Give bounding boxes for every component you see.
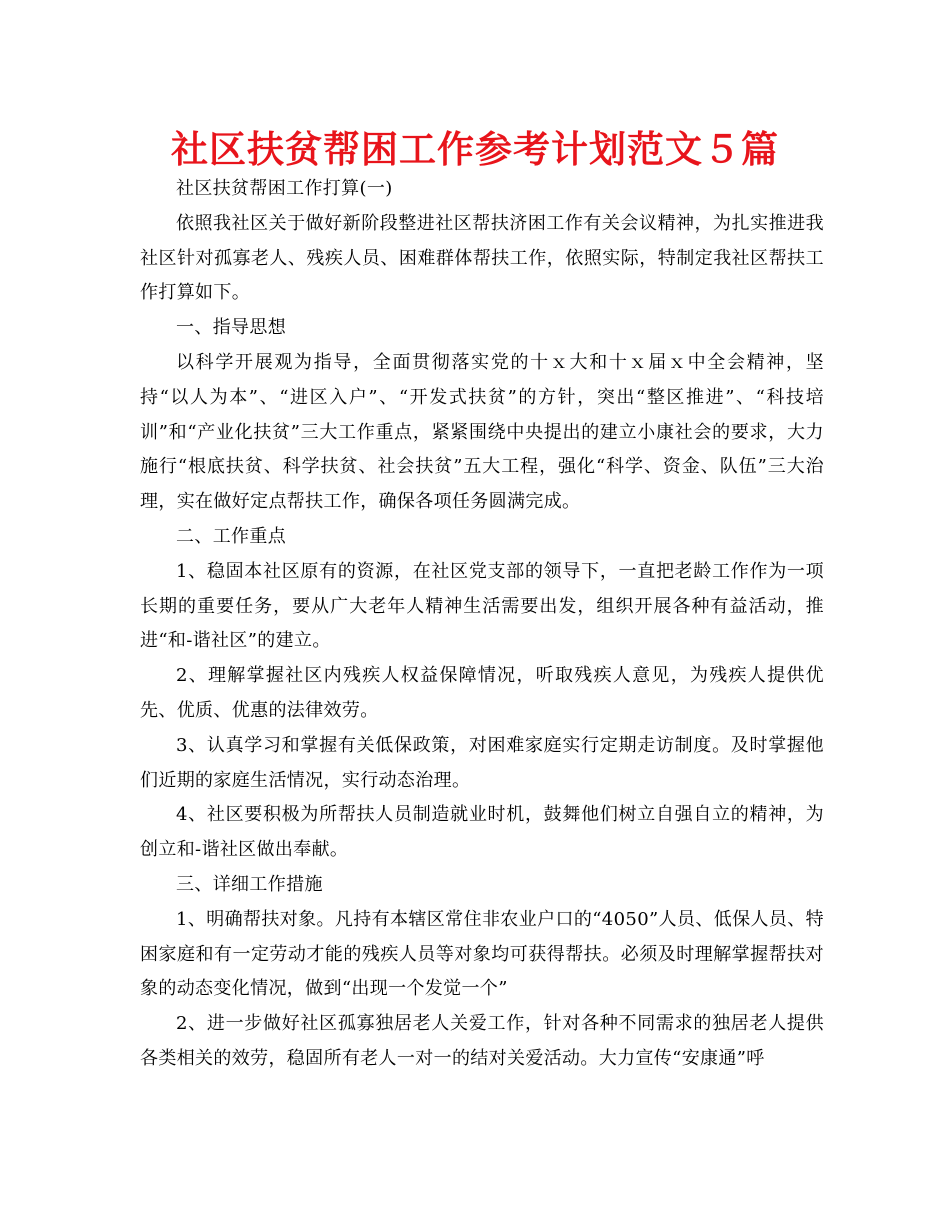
work-focus-item-2: 2、理解掌握社区内残疾人权益保障情况，听取残疾人意见，为残疾人提供优先、优质、优惠的法律效劳。: [140, 665, 824, 721]
document-title: 社区扶贫帮困工作参考计划范文５篇: [171, 128, 779, 171]
intro-paragraph: 依照我社区关于做好新阶段整进社区帮扶济困工作有关会议精神，为扎实推进我社区针对孤寡老人、残疾人员、困难群体帮扶工作，依照实际，特制定我社区帮扶工作打算如下。: [140, 212, 824, 304]
section-subtitle: 社区扶贫帮困工作打算(一): [176, 178, 393, 199]
guiding-thought-paragraph: 以科学开展观为指导，全面贯彻落实党的十ｘ大和十ｘ届ｘ中全会精神，坚持“以人为本”、“进区入户”、“开发式扶贫”的方针，突出“整区推进”、“科技培训”和“产业化扶贫”三大工作重点，紧紧围绕中央提出的建立小康社会的要求，大力施行“根底扶贫、科学扶贫、社会扶贫”五大工程，强化“科学、资金、队伍”三大治理，实在做好定点帮扶工作，确保各项任务圆满完成。: [140, 351, 824, 513]
work-focus-item-3: 3、认真学习和掌握有关低保政策，对困难家庭实行定期走访制度。及时掌握他们近期的家庭生活情况，实行动态治理。: [140, 734, 824, 791]
document-body: [140, 172, 824, 1077]
work-focus-item-4: 4、社区要积极为所帮扶人员制造就业时机，鼓舞他们树立自强自立的精神，为创立和-谐社区做出奉献。: [140, 804, 824, 861]
measures-item-2: 2、进一步做好社区孤寡独居老人关爱工作，针对各种不同需求的独居老人提供各类相关的效劳，稳固所有老人一对一的结对关爱活动。大力宣传“安康通”呼: [140, 1013, 824, 1069]
heading-work-focus: 二、工作重点: [176, 525, 287, 547]
work-focus-item-1: 1、稳固本社区原有的资源，在社区党支部的领导下，一直把老龄工作作为一项长期的重要任务，要从广大老年人精神生活需要出发，组织开展各种有益活动，推进“和-谐社区”的建立。: [140, 560, 824, 652]
measures-item-1: 1、明确帮扶对象。凡持有本辖区常住非农业户口的“4050”人员、低保人员、特困家庭和有一定劳动才能的残疾人员等对象均可获得帮扶。必须及时理解掌握帮扶对象的动态变化情况，做到“出现一个发觉一个”: [140, 908, 824, 1000]
heading-detailed-measures: 三、详细工作措施: [176, 873, 323, 895]
heading-guiding-thought: 一、指导思想: [176, 317, 287, 339]
